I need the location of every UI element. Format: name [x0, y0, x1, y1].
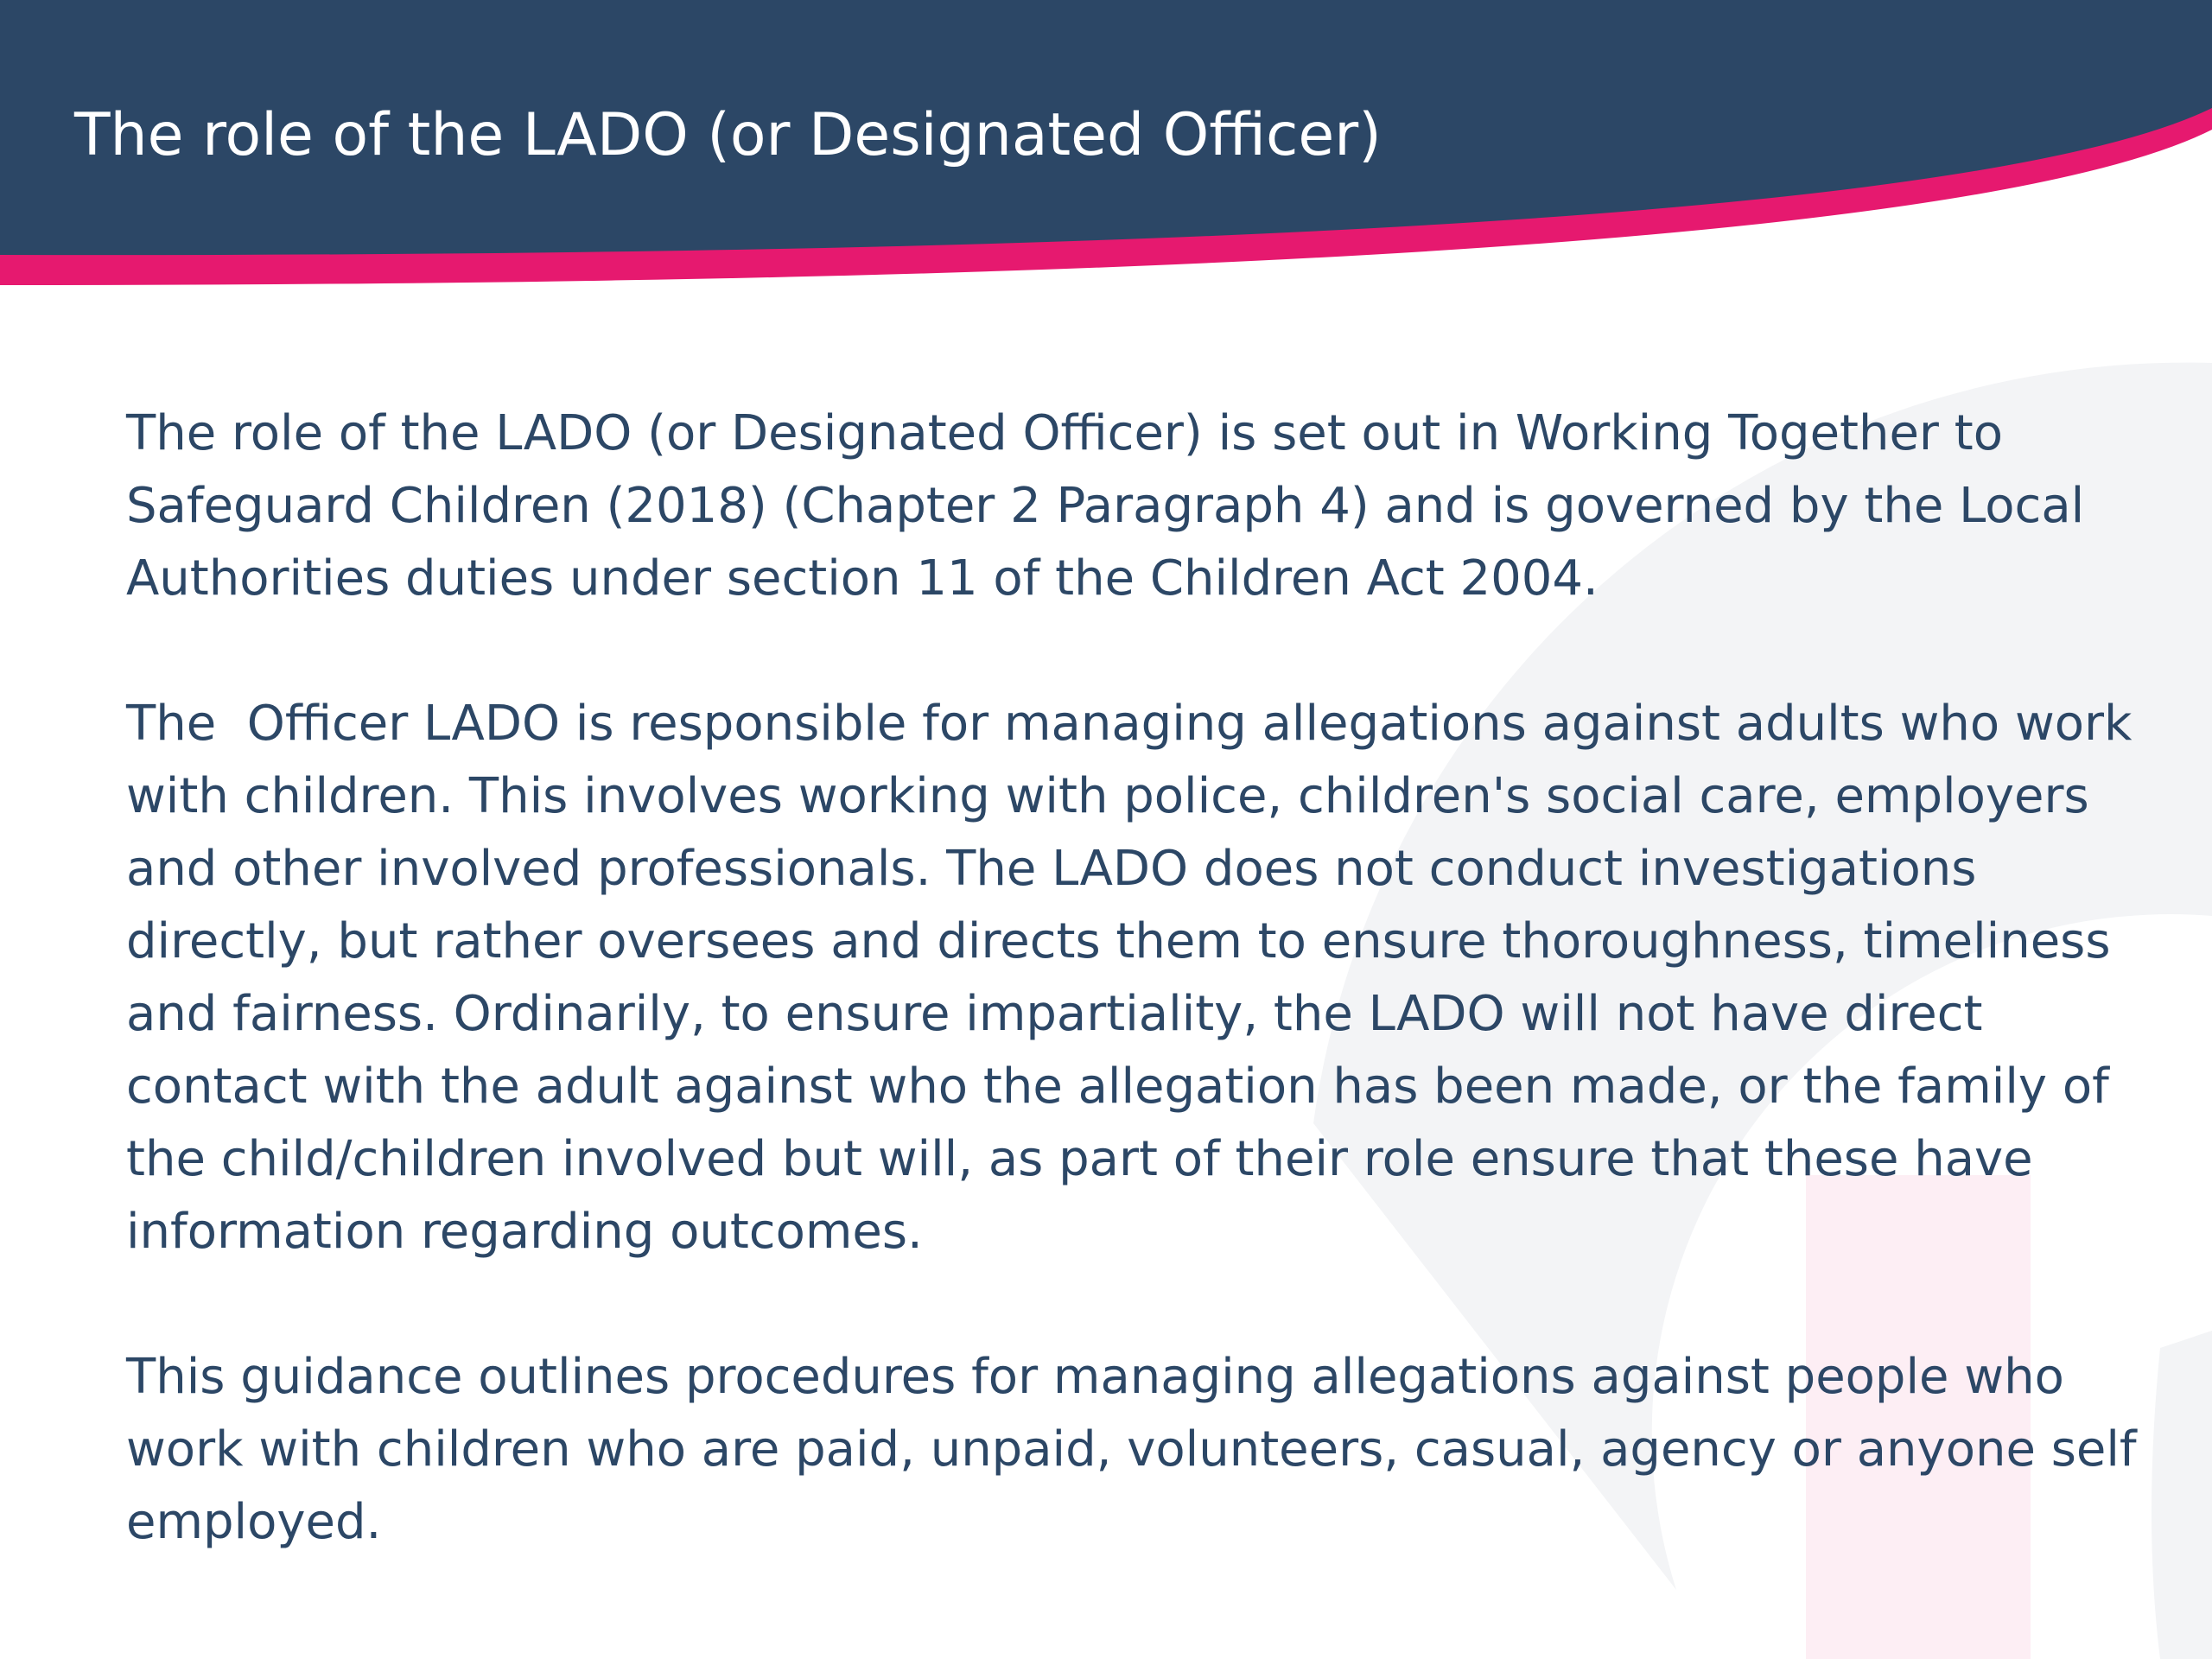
body-paragraph: The Officer LADO is responsible for managing allegations against adults who work with children. This involves working with police, children's social care, employers and other involved professionals. The LADO does not conduct investigations directly, but rather oversees and directs them to ensure thoroughness, timeliness and fairness. Ordinarily, to ensure impartiality, the LADO will not have direct contact with the adult against who the allegation has been made, or the family of the child/children involved but will, as part of their role ensure that these have information regarding outcomes. [126, 696, 2148, 1260]
slide-body [126, 397, 2152, 1559]
body-paragraph: The role of the LADO (or Designated Officer) is set out in Working Together to Safeguard Children (2018) (Chapter 2 Paragraph 4) and is governed by the Local Authorities duties under section 11 of the Children Act 2004. [126, 405, 2101, 607]
slide-title: The role of the LADO (or Designated Officer) [74, 101, 1382, 169]
body-paragraph: This guidance outlines procedures for managing allegations against people who work with children who are paid, unpaid, volunteers, casual, agency or anyone self employed. [126, 1349, 2152, 1550]
